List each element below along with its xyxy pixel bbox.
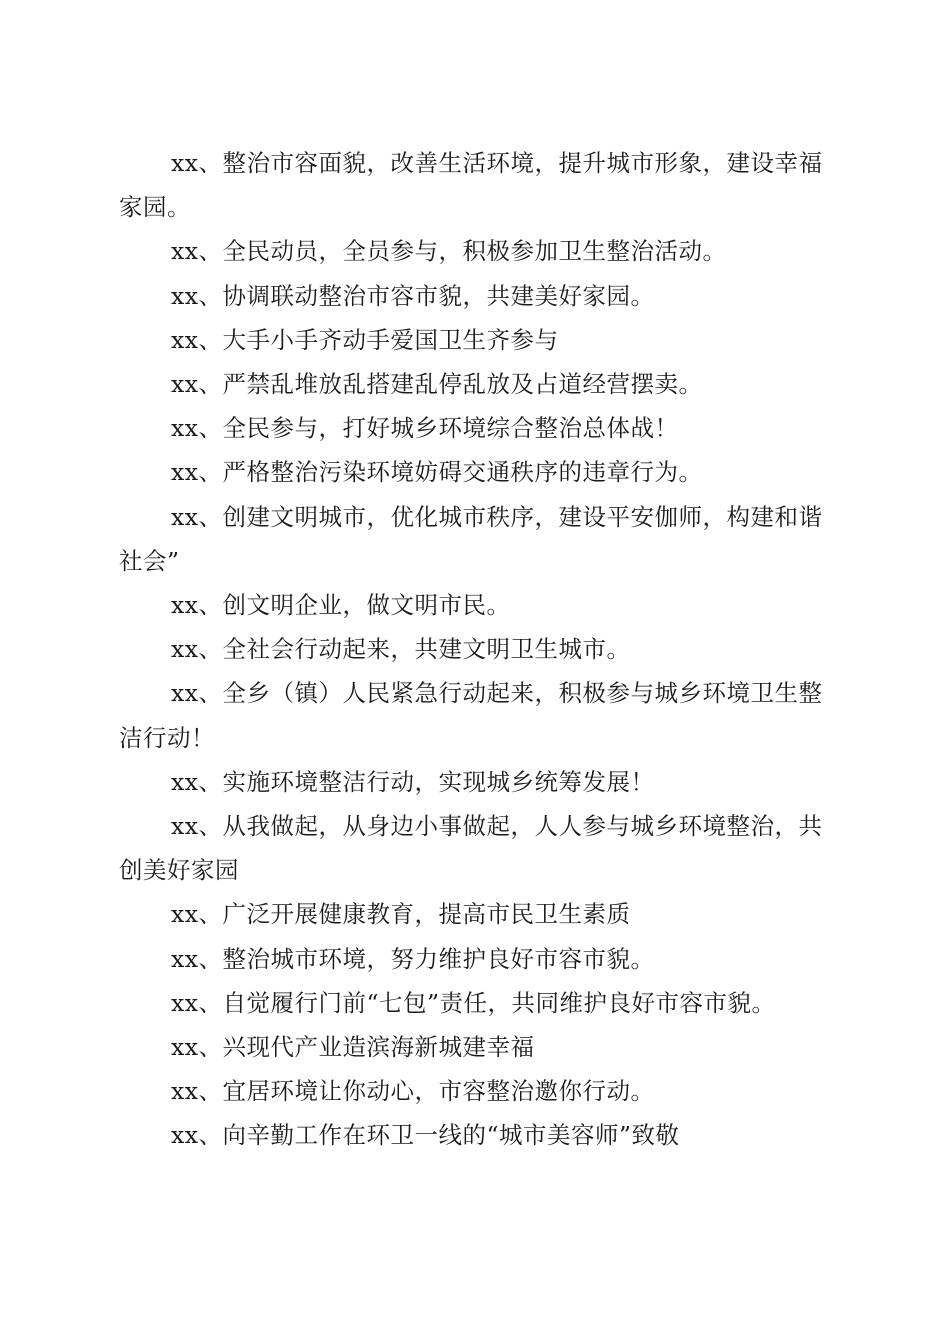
- slogan-item: xx、从我做起，从身边小事做起，人人参与城乡环境整治，共创美好家园: [119, 812, 823, 885]
- slogan-item: xx、全民参与，打好城乡环境综合整治总体战！: [171, 414, 679, 443]
- slogan-item: xx、实施环境整洁行动，实现城乡统筹发展！: [171, 767, 655, 796]
- slogan-item: xx、全乡（镇）人民紧急行动起来，积极参与城乡环境卫生整洁行动！: [119, 679, 823, 752]
- slogan-item: xx、宜居环境让你动心，市容整治邀你行动。: [171, 1077, 655, 1106]
- slogan-item: xx、向辛勤工作在环卫一线的“城市美容师”致敬: [171, 1121, 680, 1150]
- slogan-item: xx、整治市容面貌，改善生活环境，提升城市形象，建设幸福家园。: [119, 149, 823, 222]
- slogan-item: xx、创建文明城市，优化城市秩序，建设平安伽师，构建和谐社会”: [119, 502, 823, 575]
- slogan-item: xx、全社会行动起来，共建文明卫生城市。: [171, 635, 631, 664]
- slogan-item: xx、大手小手齐动手爱国卫生齐参与: [171, 325, 559, 354]
- slogan-item: xx、协调联动整治市容市貌，共建美好家园。: [171, 281, 655, 310]
- slogan-item: xx、严格整治污染环境妨碍交通秩序的违章行为。: [171, 458, 703, 487]
- slogan-item: xx、自觉履行门前“七包”责任，共同维护良好市容市貌。: [171, 988, 776, 1017]
- slogan-item: xx、兴现代产业造滨海新城建幸福: [171, 1033, 535, 1062]
- slogan-item: xx、严禁乱堆放乱搭建乱停乱放及占道经营摆卖。: [171, 370, 703, 399]
- slogan-item: xx、整治城市环境，努力维护良好市容市貌。: [171, 944, 655, 973]
- slogan-item: xx、创文明企业，做文明市民。: [171, 591, 511, 620]
- slogan-item: xx、广泛开展健康教育，提高市民卫生素质: [171, 900, 631, 929]
- slogan-item: xx、全民动员，全员参与，积极参加卫生整治活动。: [171, 237, 727, 266]
- slogan-list: [119, 141, 831, 1158]
